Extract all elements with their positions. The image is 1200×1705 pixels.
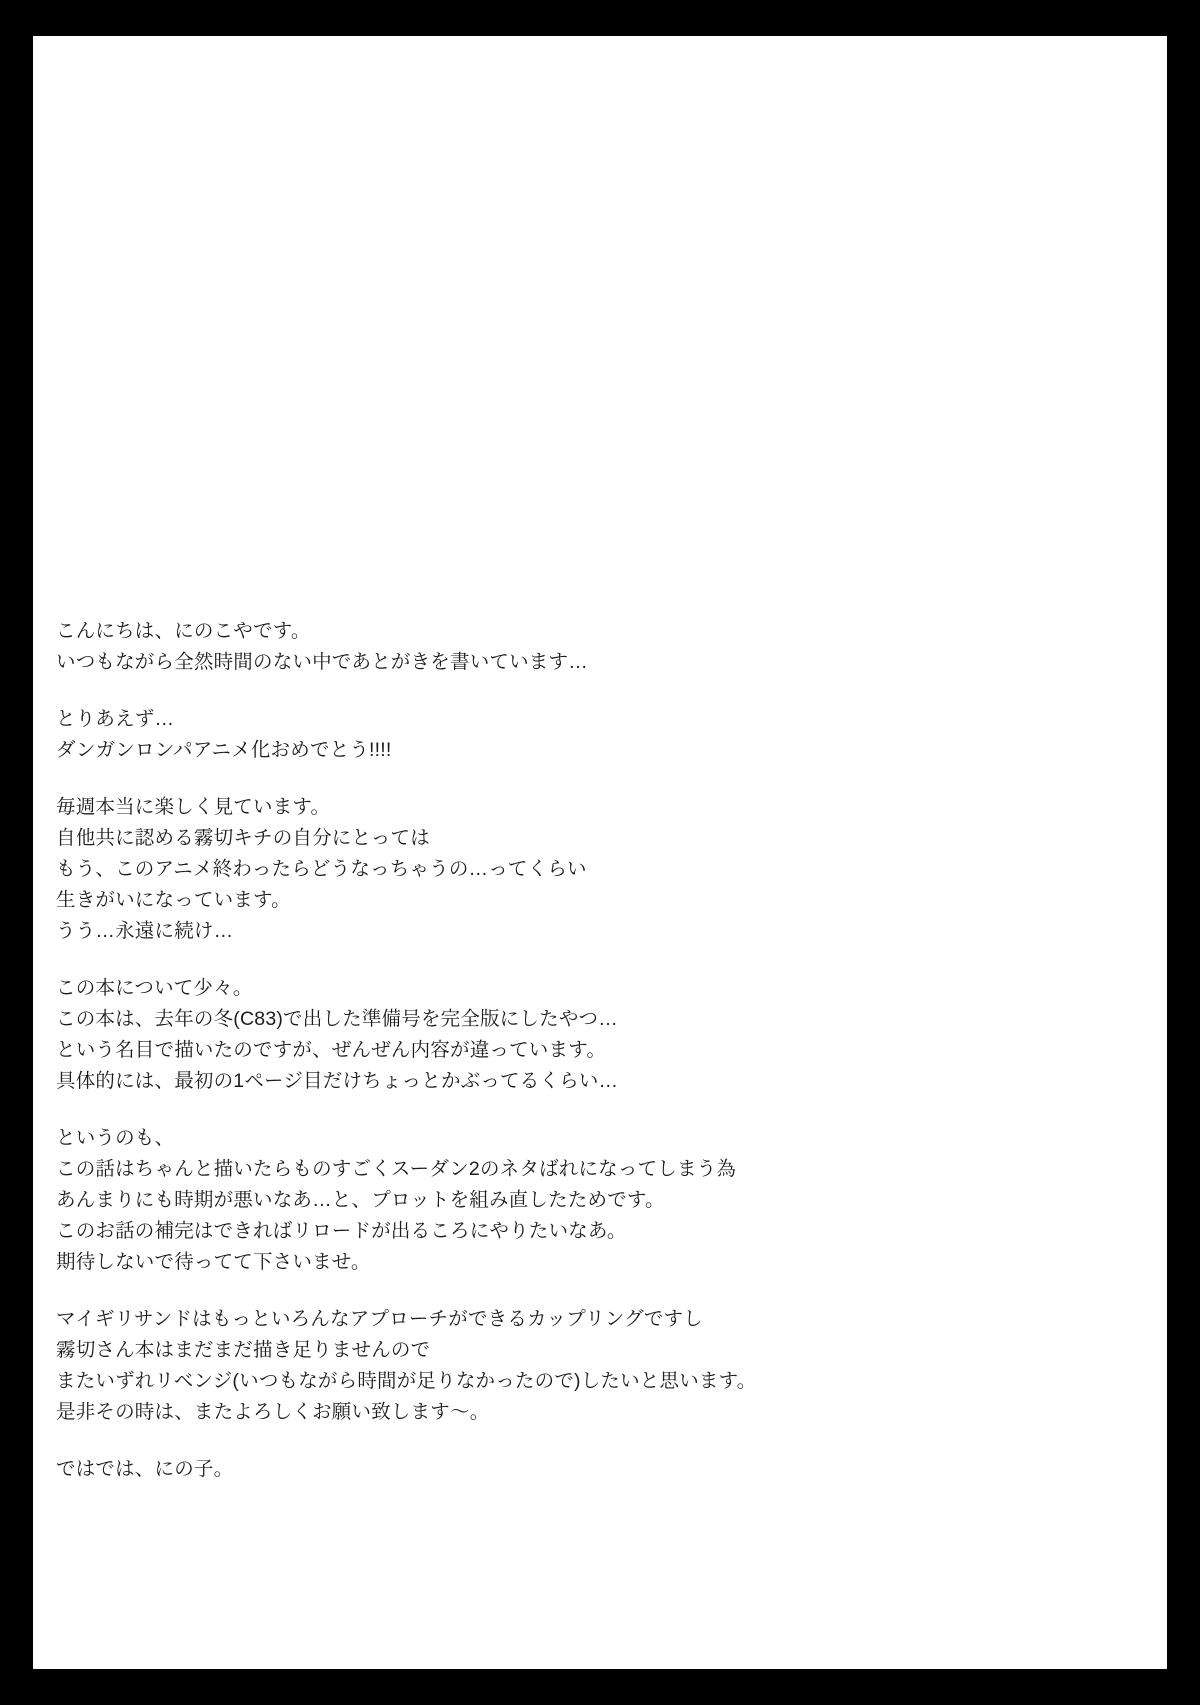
paragraph	[56, 792, 1116, 947]
text-line: 生きがいになっています。	[56, 889, 291, 911]
text-line: またいずれリベンジ(いつもながら時間が足りなかったので)したいと思います。	[56, 1370, 757, 1392]
paragraph	[56, 1454, 1116, 1485]
text-line: 期待しないで待ってて下さいませ。	[56, 1251, 371, 1273]
text-line: このお話の補完はできればリロードが出るころにやりたいなあ。	[56, 1220, 627, 1242]
text-line: 霧切さん本はまだまだ描き足りませんので	[56, 1339, 431, 1361]
text-line: この話はちゃんと描いたらものすごくスーダン2のネタばれになってしまう為	[56, 1158, 737, 1180]
text-line: というのも、	[56, 1127, 175, 1149]
text-line: もう、このアニメ終わったらどうなっちゃうの…ってくらい	[56, 858, 587, 880]
page-canvas	[33, 36, 1167, 1669]
text-line: この本について少々。	[56, 977, 253, 999]
paragraph	[56, 1304, 1116, 1428]
paragraph	[56, 973, 1116, 1097]
paragraph	[56, 704, 1116, 766]
text-line: この本は、去年の冬(C83)で出した準備号を完全版にしたやつ…	[56, 1008, 618, 1030]
text-line: 具体的には、最初の1ページ目だけちょっとかぶってるくらい…	[56, 1070, 619, 1092]
text-line: ではでは、にの子。	[56, 1458, 234, 1480]
afterword-text-block	[56, 616, 1116, 1485]
text-line: ダンガンロンパアニメ化おめでとう!!!!	[56, 739, 392, 761]
text-line: 是非その時は、またよろしくお願い致します～。	[56, 1401, 490, 1423]
text-line: あんまりにも時期が悪いなあ…と、プロットを組み直したためです。	[56, 1189, 665, 1211]
text-line: とりあえず…	[56, 708, 175, 730]
text-line: こんにちは、にのこやです。	[56, 620, 311, 642]
text-line: という名目で描いたのですが、ぜんぜん内容が違っています。	[56, 1039, 607, 1061]
paragraph	[56, 1123, 1116, 1278]
text-line: いつもながら全然時間のない中であとがきを書いています…	[56, 651, 588, 673]
text-line: 自他共に認める霧切キチの自分にとっては	[56, 827, 430, 849]
text-line: マイギリサンドはもっといろんなアプローチができるカップリングですし	[56, 1308, 703, 1330]
text-line: うう…永遠に続け…	[56, 920, 234, 942]
text-line: 毎週本当に楽しく見ています。	[56, 796, 331, 818]
paragraph	[56, 616, 1116, 678]
